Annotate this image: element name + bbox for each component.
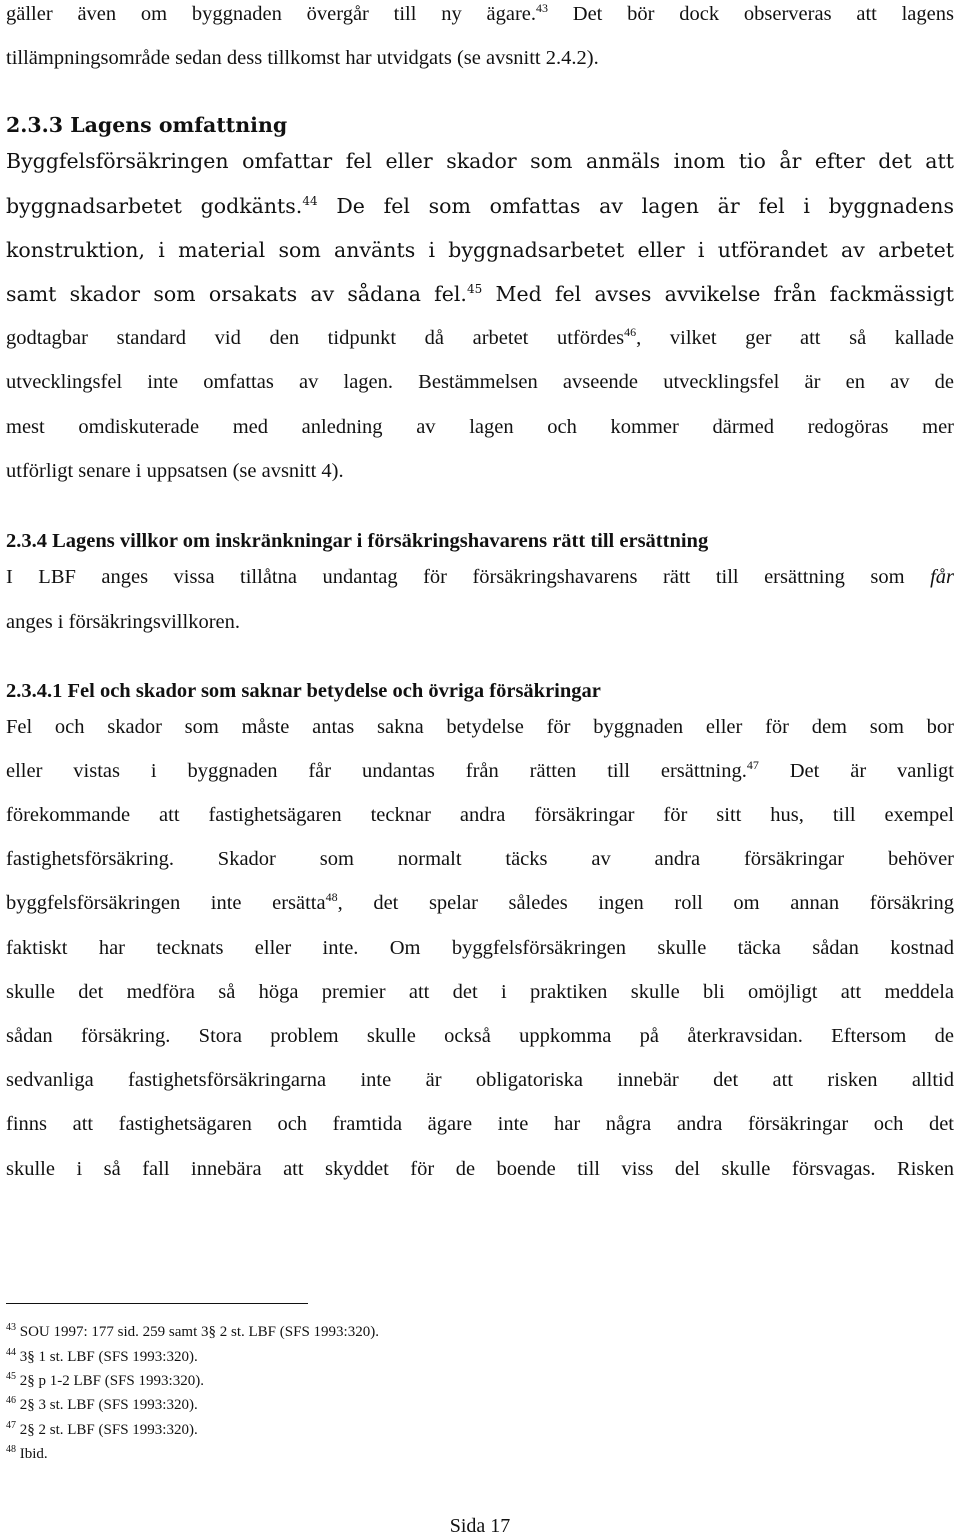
body-line-10	[6, 457, 954, 485]
footnote-ref: 47	[746, 758, 759, 773]
text-run: faktiskt har tecknats eller inte. Om byggfelsförsäkringen skulle täcka sådan kostnad	[6, 937, 954, 959]
footnote-ref: 45	[466, 282, 483, 297]
body-line-2	[6, 44, 954, 72]
text-run: Det bör dock observeras att lagens	[548, 3, 954, 25]
text-run: skulle det medföra så höga premier att det i praktiken skulle bli omöjligt att meddela	[6, 981, 954, 1003]
body-line-4	[6, 192, 954, 220]
text-run: Fel och skador som måste antas sakna betydelse för byggnaden eller för dem som bor	[6, 716, 954, 738]
body-line-16	[6, 845, 954, 873]
body-line-20	[6, 1022, 954, 1050]
body-line-1	[6, 0, 954, 28]
text-run: konstruktion, i material som använts i byggnadsarbetet eller i utförandet av arbetet	[6, 238, 954, 262]
footnote-ref: 48	[325, 890, 338, 905]
body-line-14	[6, 757, 954, 785]
text-run: förekommande att fastighetsägaren tecknar andra försäkringar för sitt hus, till exempel	[6, 804, 954, 826]
text-run: utförligt senare i uppsatsen (se avsnitt 4).	[6, 460, 344, 482]
body-line-15	[6, 801, 954, 829]
footnote-48: $^{48}$ Ibid.	[6, 1444, 48, 1462]
footnote-46: $^{46}$ 2§ 3 st. LBF (SFS 1993:320).	[6, 1395, 198, 1413]
body-line-13	[6, 713, 954, 741]
footnote-ref: 44	[302, 194, 318, 209]
text-run: , det spelar således ingen roll om annan försäkring	[337, 892, 954, 914]
text-run: 2.3.4 Lagens villkor om inskränkningar i försäkringshavarens rätt till ersättning	[6, 530, 709, 552]
body-line-17	[6, 889, 954, 917]
page-number: Sida 17	[449, 1515, 511, 1537]
text-run: 2.3.3 Lagens omfattning	[6, 113, 288, 137]
footnote-separator	[6, 1303, 308, 1304]
text-run: tillämpningsområde sedan dess tillkomst har utvidgats (se avsnitt 2.4.2).	[6, 47, 599, 69]
body-line-6	[6, 280, 954, 308]
text-run: Det är vanligt	[758, 760, 954, 782]
footnote-43: $^{43}$ SOU 1997: 177 sid. 259 samt 3§ 2 st. LBF (SFS 1993:320).	[6, 1322, 379, 1340]
footnote-47: $^{47}$ 2§ 2 st. LBF (SFS 1993:320).	[6, 1420, 198, 1438]
section-heading-2-3-4	[6, 527, 954, 555]
body-line-9	[6, 413, 954, 441]
body-line-18	[6, 934, 954, 962]
body-line-21	[6, 1066, 954, 1094]
section-heading-2-3-3	[6, 111, 954, 139]
text-run: fastighetsförsäkring. Skador som normalt täcks av andra försäkringar behöver	[6, 848, 954, 870]
text-run: sedvanliga fastighetsförsäkringarna inte är obligatoriska innebär det att risken alltid	[6, 1069, 954, 1091]
body-line-19	[6, 978, 954, 1006]
body-line-3	[6, 147, 954, 175]
text-run: anges i försäkringsvillkoren.	[6, 611, 240, 633]
text-run: De fel som omfattas av lagen är fel i byggnadens	[317, 194, 954, 218]
text-run: gäller även om byggnaden övergår till ny ägare.	[6, 3, 536, 25]
text-run: skulle i så fall innebära att skyddet för de boende till viss del skulle försvagas. Risken	[6, 1158, 954, 1180]
body-line-7	[6, 324, 954, 352]
body-line-8	[6, 368, 954, 396]
footnote-ref: 43	[536, 1, 548, 16]
body-line-5	[6, 236, 954, 264]
text-run: byggfelsförsäkringen inte ersätta	[6, 892, 326, 914]
footnote-45: $^{45}$ 2§ p 1-2 LBF (SFS 1993:320).	[6, 1371, 204, 1389]
text-run: byggnadsarbetet godkänts.	[6, 194, 303, 218]
text-run: mest omdiskuterade med anledning av lagen och kommer därmed redogöras mer	[6, 416, 954, 438]
footnote-44: $^{44}$ 3§ 1 st. LBF (SFS 1993:320).	[6, 1347, 198, 1365]
text-run: får	[930, 566, 954, 588]
text-run: Med fel avses avvikelse från fackmässigt	[482, 282, 954, 306]
text-run: eller vistas i byggnaden får undantas från rätten till ersättning.	[6, 760, 747, 782]
text-run: I LBF anges vissa tillåtna undantag för försäkringshavarens rätt till ersättning som	[6, 566, 931, 588]
text-run: finns att fastighetsägaren och framtida ägare inte har några andra försäkringar och det	[6, 1113, 954, 1135]
text-run: sådan försäkring. Stora problem skulle också uppkomma på återkravsidan. Eftersom de	[6, 1025, 954, 1047]
body-line-22	[6, 1110, 954, 1138]
body-line-11	[6, 563, 954, 591]
text-run: Byggfelsförsäkringen omfattar fel eller skador som anmäls inom tio år efter det att	[6, 149, 954, 173]
text-run: , vilket ger att så kallade	[636, 327, 954, 349]
text-run: samt skador som orsakats av sådana fel.	[6, 282, 467, 306]
text-run: 2.3.4.1 Fel och skador som saknar betydelse och övriga försäkringar	[6, 680, 601, 702]
section-heading-2-3-4-1	[6, 677, 954, 705]
text-run: utvecklingsfel inte omfattas av lagen. Bestämmelsen avseende utvecklingsfel är en av de	[6, 371, 954, 393]
text-run: godtagbar standard vid den tidpunkt då arbetet utfördes	[6, 327, 625, 349]
body-line-12	[6, 608, 954, 636]
body-line-23	[6, 1155, 954, 1183]
footnote-ref: 46	[624, 325, 637, 340]
